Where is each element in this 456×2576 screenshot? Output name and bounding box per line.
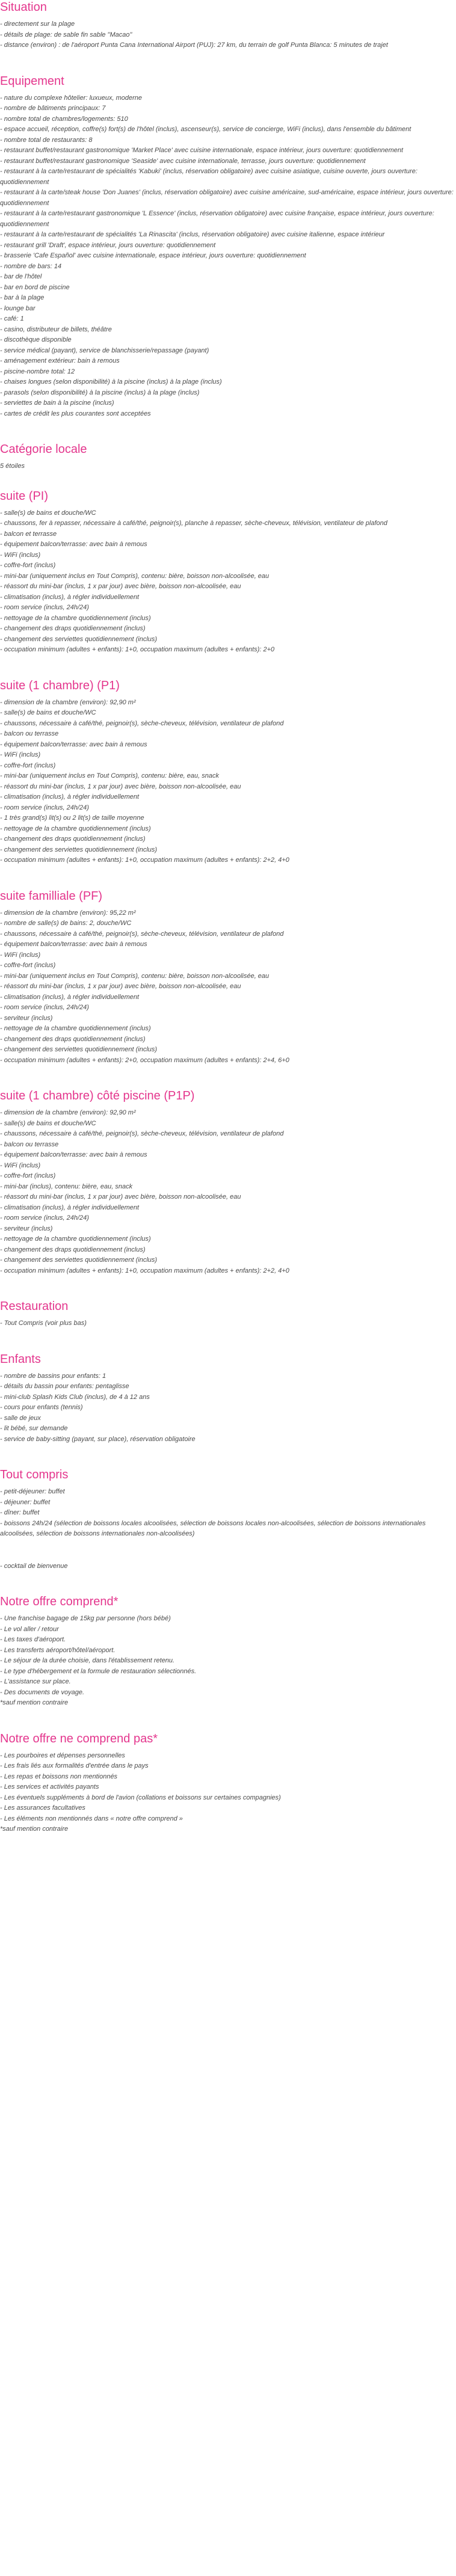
list-item: - Tout Compris (voir plus bas) [0, 1320, 87, 1327]
list-item: - mini-bar (uniquement inclus en Tout Compris), contenu: bière, boisson non-alcoolisée, eau [0, 972, 270, 980]
section-title-situation: Situation [0, 1, 47, 14]
section-title-tout-compris: Tout compris [0, 1468, 69, 1481]
list-item: - aménagement extérieur: bain à remous [0, 357, 120, 364]
list-item: *sauf mention contraire [0, 1825, 69, 1833]
offre-comprend-list [0, 1614, 456, 1709]
list-item: 5 étoiles [0, 463, 25, 470]
list-item: - nettoyage de la chambre quotidiennement (inclus) [0, 1025, 151, 1032]
list-item: - Les taxes d'aéroport. [0, 1636, 66, 1643]
list-item: - nombre de bâtiments principaux: 7 [0, 105, 106, 112]
list-item: - restaurant à la carte/steak house 'Don Juanes' (inclus, réservation obligatoire) avec cuisine américaine, sud-américaine, espace intérieur, jours ouverture: quotidiennement [0, 189, 454, 207]
section-title-categorie: Catégorie locale [0, 443, 87, 456]
list-item: - nombre de bars: 14 [0, 262, 62, 270]
list-item: - WiFi (inclus) [0, 951, 41, 959]
suite-p1-section [0, 678, 456, 866]
suite-pf-list [0, 908, 456, 1066]
section-title-suite-p1: suite (1 chambre) (P1) [0, 678, 120, 692]
list-item: - chaussons, nécessaire à café/thé, peignoir(s), sèche-cheveux, télévision, ventilateur de plafond [0, 719, 284, 727]
list-item: - équipement balcon/terrasse: avec bain à remous [0, 1151, 147, 1158]
situation-list [0, 19, 456, 51]
list-item: - L'assistance sur place. [0, 1678, 71, 1685]
section-title-suite-p1p: suite (1 chambre) côté piscine (P1P) [0, 1089, 195, 1102]
list-item: - dimension de la chambre (environ): 92,90 m² [0, 698, 136, 706]
welcome-cocktail-line: - cocktail de bienvenue [0, 1562, 68, 1570]
list-item: - restaurant à la carte/restaurant de spécialités 'Kabuki' (inclus, réservation obligatoire) avec cuisine asiatique, cuisine ouverte, jours ouverture: quotidiennement [0, 168, 417, 186]
list-item: - restaurant buffet/restaurant gastronomique 'Market Place' avec cuisine internationale, espace intérieur, jours ouverture: quotidiennement [0, 147, 404, 154]
list-item: - chaussons, nécessaire à café/thé, peignoir(s), sèche-cheveux, télévision, ventilateur de plafond [0, 1130, 284, 1137]
list-item: - changement des serviettes quotidiennement (inclus) [0, 635, 158, 643]
restauration-list [0, 1318, 456, 1329]
offre-ne-comprend-section [0, 1732, 456, 1835]
list-item: - changement des draps quotidiennement (inclus) [0, 1246, 146, 1253]
section-title-equipement: Equipement [0, 74, 64, 88]
suite-pi-list [0, 508, 456, 656]
list-item: - équipement balcon/terrasse: avec bain à remous [0, 740, 147, 748]
section-title-restauration: Restauration [0, 1300, 69, 1313]
list-item: - détails de plage: de sable fin sable "Macao" [0, 31, 132, 38]
tout-compris-spacer [0, 1540, 456, 1561]
list-item: - coffre-fort (inclus) [0, 562, 56, 569]
list-item: - cartes de crédit les plus courantes sont acceptées [0, 410, 151, 417]
section-title-suite-pf: suite familliale (PF) [0, 889, 103, 903]
enfants-section [0, 1352, 456, 1445]
list-item: - boissons 24h/24 (sélection de boissons locales alcoolisées, sélection de boissons locales non-alcoolisées, sélection de boissons internationales alcoolisées, sélection de boissons internationales non-alcoolisées) [0, 1519, 426, 1537]
list-item: - occupation minimum (adultes + enfants): 1+0, occupation maximum (adultes + enfants): 2+2, 4+0 [0, 1267, 289, 1274]
tout-compris-list [0, 1487, 456, 1540]
list-item: - Le type d'hébergement et la formule de restauration sélectionnés. [0, 1667, 197, 1675]
list-item: - occupation minimum (adultes + enfants): 1+0, occupation maximum (adultes + enfants): 2+0 [0, 646, 275, 653]
list-item: - room service (inclus, 24h/24) [0, 804, 89, 811]
list-item: - mini-bar (uniquement inclus en Tout Compris), contenu: bière, boisson non-alcoolisée, eau [0, 572, 270, 580]
list-item: - 1 très grand(s) lit(s) ou 2 lit(s) de taille moyenne [0, 814, 144, 822]
list-item: - coffre-fort (inclus) [0, 761, 56, 769]
list-item: - balcon ou terrasse [0, 730, 59, 737]
categorie-list [0, 461, 456, 472]
list-item: - serviteur (inclus) [0, 1014, 53, 1022]
list-item: - bar en bord de piscine [0, 283, 70, 291]
list-item: - équipement balcon/terrasse: avec bain à remous [0, 941, 147, 948]
list-item: - balcon et terrasse [0, 530, 57, 538]
list-item: - lit bébé, sur demande [0, 1425, 68, 1432]
list-item: - changement des serviettes quotidiennement (inclus) [0, 1046, 158, 1053]
list-item: - room service (inclus, 24h/24) [0, 604, 89, 611]
list-item: - salle de jeux [0, 1414, 41, 1422]
list-item: - réassort du mini-bar (inclus, 1 x par jour) avec bière, boisson non-alcoolisée, eau [0, 583, 241, 590]
categorie-section [0, 442, 456, 472]
list-item: - nombre de bassins pour enfants: 1 [0, 1372, 106, 1380]
section-title-offre-ne-comprend: Notre offre ne comprend pas* [0, 1732, 158, 1745]
list-item: - room service (inclus, 24h/24) [0, 1214, 89, 1222]
list-item: - piscine-nombre total: 12 [0, 367, 75, 375]
list-item: - WiFi (inclus) [0, 551, 41, 559]
list-item: - cours pour enfants (tennis) [0, 1404, 83, 1411]
list-item: - occupation minimum (adultes + enfants): 1+0, occupation maximum (adultes + enfants): 2+2, 4+0 [0, 856, 289, 864]
list-item: - nettoyage de la chambre quotidiennement (inclus) [0, 1235, 151, 1243]
list-item: - réassort du mini-bar (inclus, 1 x par jour) avec bière, boisson non-alcoolisée, eau [0, 1193, 241, 1200]
list-item: - petit-déjeuner: buffet [0, 1488, 65, 1495]
list-item: - Les repas et boissons non mentionnés [0, 1772, 118, 1780]
list-item: - casino, distributeur de billets, théâtre [0, 325, 112, 333]
offre-ne-comprend-list [0, 1751, 456, 1835]
list-item: - déjeuner: buffet [0, 1498, 51, 1506]
list-item: - réassort du mini-bar (inclus, 1 x par jour) avec bière, boisson non-alcoolisée, eau [0, 983, 241, 990]
list-item: - Les éléments non mentionnés dans « notre offre comprend » [0, 1815, 183, 1822]
list-item: - nombre de salle(s) de bains: 2, douche/WC [0, 920, 132, 927]
list-item: - Des documents de voyage. [0, 1688, 85, 1696]
section-title-offre-comprend: Notre offre comprend* [0, 1595, 119, 1608]
list-item: - parasols (selon disponibilité) à la piscine (inclus) à la plage (inclus) [0, 389, 200, 396]
list-item: - nombre total de chambres/logements: 510 [0, 115, 128, 123]
list-item: - dimension de la chambre (environ): 95,22 m² [0, 909, 136, 917]
list-item: - salle(s) de bains et douche/WC [0, 709, 96, 716]
list-item: - lounge bar [0, 304, 35, 312]
list-item: - nettoyage de la chambre quotidiennement (inclus) [0, 614, 151, 622]
list-item: - café: 1 [0, 315, 24, 322]
list-item: - nettoyage de la chambre quotidiennement (inclus) [0, 825, 151, 832]
list-item: - Les services et activités payants [0, 1783, 99, 1791]
list-item: - restaurant à la carte/restaurant de spécialités 'La Rinascita' (inclus, réservation obligatoire) avec cuisine italienne, espace intérieur [0, 231, 385, 238]
suite-p1p-list [0, 1108, 456, 1276]
equipement-section [0, 74, 456, 420]
situation-section [0, 0, 456, 51]
list-item: - dimension de la chambre (environ): 92,90 m² [0, 1109, 136, 1116]
list-item: - coffre-fort (inclus) [0, 1172, 56, 1179]
list-item: - chaussons, nécessaire à café/thé, peignoir(s), sèche-cheveux, télévision, ventilateur de plafond [0, 930, 284, 938]
offre-comprend-section [0, 1594, 456, 1709]
list-item: - serviettes de bain à la piscine (inclus) [0, 399, 114, 407]
list-item: - climatisation (inclus), à régler individuellement [0, 793, 140, 801]
section-title-enfants: Enfants [0, 1352, 41, 1366]
list-item: - Les éventuels suppléments à bord de l'avion (collations et boissons sur certaines compagnies) [0, 1794, 281, 1801]
list-item: - climatisation (inclus), à régler individuellement [0, 993, 140, 1001]
list-item: - Le vol aller / retour [0, 1625, 59, 1633]
list-item: - distance (environ) : de l'aéroport Punta Cana International Airport (PUJ): 27 km, du terrain de golf Punta Blanca: 5 minutes de trajet [0, 41, 388, 49]
list-item: - WiFi (inclus) [0, 1161, 41, 1169]
list-item: - chaises longues (selon disponibilité) à la piscine (inclus) à la plage (inclus) [0, 378, 222, 386]
list-item: - changement des serviettes quotidiennement (inclus) [0, 846, 158, 853]
suite-p1p-section [0, 1089, 456, 1276]
equipement-list [0, 93, 456, 420]
list-item: *sauf mention contraire [0, 1699, 69, 1706]
suite-p1-list [0, 698, 456, 866]
list-item: - discothèque disponible [0, 336, 72, 343]
suite-pi-section [0, 489, 456, 656]
list-item: - espace accueil, réception, coffre(s) fort(s) de l'hôtel (inclus), ascenseur(s), service de concierge, WiFi (inclus), dans l'ensemble du bâtiment [0, 126, 411, 133]
list-item: - Les pourboires et dépenses personnelles [0, 1751, 125, 1759]
list-item: - changement des draps quotidiennement (inclus) [0, 625, 146, 632]
list-item: - mini-club Splash Kids Club (inclus), de 4 à 12 ans [0, 1393, 150, 1401]
section-title-suite-pi: suite (PI) [0, 489, 49, 503]
list-item: - changement des serviettes quotidiennement (inclus) [0, 1256, 158, 1264]
suite-pf-section [0, 889, 456, 1066]
list-item: - salle(s) de bains et douche/WC [0, 509, 96, 517]
list-item: - room service (inclus, 24h/24) [0, 1004, 89, 1011]
list-item: - WiFi (inclus) [0, 751, 41, 758]
list-item: - détails du bassin pour enfants: pentaglisse [0, 1383, 129, 1390]
list-item: - équipement balcon/terrasse: avec bain à remous [0, 541, 147, 548]
list-item: - Une franchise bagage de 15kg par personne (hors bébé) [0, 1615, 171, 1622]
list-item: - climatisation (inclus), à régler individuellement [0, 1203, 140, 1211]
enfants-list [0, 1371, 456, 1445]
list-item: - coffre-fort (inclus) [0, 962, 56, 969]
list-item: - directement sur la plage [0, 20, 75, 28]
list-item: - chaussons, fer à repasser, nécessaire à café/thé, peignoir(s), planche à repasser, sèche-cheveux, télévision, ventilateur de plafond [0, 520, 387, 527]
list-item: - bar de l'hôtel [0, 273, 42, 280]
list-item: - changement des draps quotidiennement (inclus) [0, 835, 146, 843]
list-item: - Les assurances facultatives [0, 1804, 85, 1812]
list-item: - Les frais liés aux formalités d'entrée dans le pays [0, 1762, 149, 1769]
list-item: - réassort du mini-bar (inclus, 1 x par jour) avec bière, boisson non-alcoolisée, eau [0, 782, 241, 790]
list-item: - occupation minimum (adultes + enfants): 2+0, occupation maximum (adultes + enfants): 2+4, 6+0 [0, 1056, 289, 1064]
list-item: - bar à la plage [0, 294, 45, 301]
list-item: - restaurant grill 'Draft', espace intérieur, jours ouverture: quotidiennement [0, 241, 216, 249]
list-item: - balcon ou terrasse [0, 1140, 59, 1148]
list-item: - mini-bar (inclus), contenu: bière, eau, snack [0, 1182, 133, 1190]
restauration-section [0, 1299, 456, 1329]
list-item: - salle(s) de bains et douche/WC [0, 1119, 96, 1127]
list-item: - nature du complexe hôtelier: luxueux, moderne [0, 94, 143, 102]
list-item: - mini-bar (uniquement inclus en Tout Compris), contenu: bière, eau, snack [0, 772, 219, 779]
list-item: - dîner: buffet [0, 1509, 40, 1516]
list-item: - nombre total de restaurants: 8 [0, 136, 93, 144]
list-item: - Le séjour de la durée choisie, dans l'établissement retenu. [0, 1657, 175, 1664]
list-item: - service médical (payant), service de blanchisserie/repassage (payant) [0, 346, 209, 354]
list-item: - brasserie 'Cafe Español' avec cuisine internationale, espace intérieur, jours ouverture: quotidiennement [0, 252, 306, 259]
list-item: - serviteur (inclus) [0, 1225, 53, 1232]
list-item: - changement des draps quotidiennement (inclus) [0, 1035, 146, 1043]
list-item: - climatisation (inclus), à régler individuellement [0, 593, 140, 601]
list-item: - restaurant buffet/restaurant gastronomique 'Seaside' avec cuisine internationale, terrasse, jours ouverture: quotidiennement [0, 157, 366, 165]
list-item: - Les transferts aéroport/hôtel/aéroport. [0, 1646, 116, 1654]
list-item: - service de baby-sitting (payant, sur place), réservation obligatoire [0, 1435, 196, 1443]
list-item: - restaurant à la carte/restaurant gastronomique 'L Essence' (inclus, réservation obligatoire) avec cuisine française, espace intérieur, jours ouverture: quotidiennement [0, 210, 434, 228]
tout-compris-section [0, 1468, 456, 1572]
